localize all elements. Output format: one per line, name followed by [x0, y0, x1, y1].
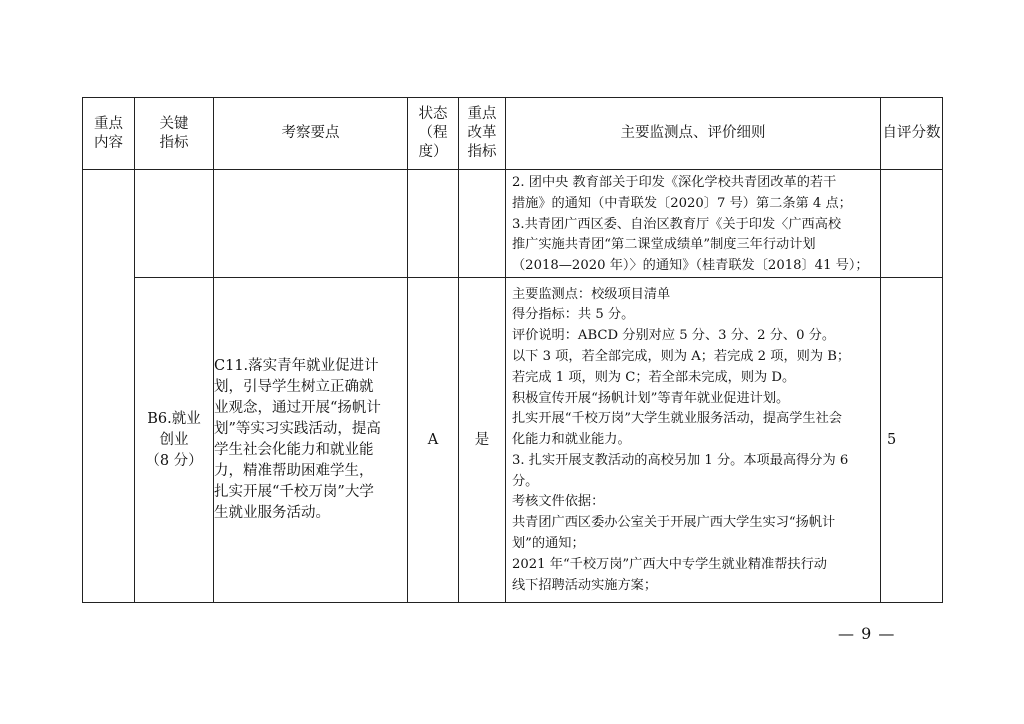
continued-reform-cell	[459, 170, 506, 278]
header-key-content-line: 内容	[94, 134, 123, 151]
continued-row	[83, 170, 943, 278]
monitoring-line: 评价说明：ABCD 分别对应 5 分、3 分、2 分、0 分。	[512, 328, 836, 344]
header-key-indicator-line: 指标	[159, 134, 189, 151]
points-line: 生就业服务活动。	[214, 505, 330, 521]
monitoring-line: 积极宣传开展“扬帆计划”等青年就业促进计划。	[512, 390, 790, 406]
monitoring-line: 若完成 1 项，则为 C；若全部未完成，则为 D。	[512, 369, 796, 385]
monitoring-line: 推广实施共青团“第二课堂成绩单”制度三年行动计划	[512, 237, 816, 253]
points-line: 划”等实习实践活动，提高	[214, 421, 381, 437]
monitoring-line: 分。	[512, 473, 539, 489]
b6-indicator-cell	[135, 278, 214, 603]
monitoring-line: 考核文件依据：	[512, 494, 605, 510]
monitoring-line: 化能力和就业能力。	[512, 432, 631, 448]
header-inspection-points: 考察要点	[214, 98, 408, 170]
header-monitoring: 主要监测点、评价细则	[506, 98, 881, 170]
header-self-score: 自评分数	[881, 98, 943, 170]
key-content-cell	[83, 170, 135, 603]
b6-points-cell	[214, 278, 408, 603]
monitoring-line: 得分指标：共 5 分。	[512, 307, 635, 323]
header-reform-line: 重点	[467, 106, 497, 122]
continued-score-cell	[881, 170, 943, 278]
continued-status-cell	[408, 170, 459, 278]
continued-monitoring-cell	[506, 170, 881, 278]
evaluation-table	[82, 97, 943, 603]
header-reform-line: 改革	[467, 125, 497, 141]
monitoring-line: 扎实开展“千校万岗”大学生就业服务活动，提高学生社会	[512, 411, 842, 427]
b6-row	[83, 278, 943, 603]
b6-monitoring-text	[506, 284, 880, 597]
header-key-content	[83, 98, 135, 170]
points-line: C11.落实青年就业促进计	[214, 358, 379, 374]
b6-monitoring-cell	[506, 278, 881, 603]
monitoring-line: 共青团广西区委办公室关于开展广西大学生实习“扬帆计	[512, 515, 836, 531]
points-line: 力，精准帮助困难学生，	[214, 463, 374, 479]
continued-monitoring-text	[506, 170, 880, 277]
monitoring-line: 措施》的通知（中青联发〔2020〕7 号）第二条第 4 点；	[512, 195, 852, 211]
b6-score-cell: 5	[881, 278, 943, 603]
points-line: 学生社会化能力和就业能	[214, 442, 374, 458]
b6-indicator-line: （8 分）	[145, 452, 203, 469]
monitoring-line: 划”的通知；	[512, 536, 585, 552]
b6-indicator-line: B6.就业	[147, 410, 201, 427]
points-line: 划，引导学生树立正确就	[214, 379, 374, 395]
header-reform-line: 指标	[467, 144, 497, 160]
monitoring-line: 2021 年“千校万岗”广西大中专学生就业精准帮扶行动	[512, 556, 827, 572]
monitoring-line: 线下招聘活动实施方案；	[512, 577, 658, 593]
b6-indicator-line: 创业	[159, 431, 189, 448]
monitoring-line: 主要监测点：校级项目清单	[512, 286, 671, 302]
header-status	[408, 98, 459, 170]
monitoring-line: 2. 团中央 教育部关于印发《深化学校共青团改革的若干	[512, 175, 837, 190]
page-number: — 9 —	[838, 624, 896, 643]
header-key-indicator-line: 关键	[159, 115, 189, 132]
b6-reform-cell: 是	[459, 278, 506, 603]
header-row	[83, 98, 943, 170]
header-reform-indicator	[459, 98, 506, 170]
points-line: 业观念，通过开展“扬帆计	[214, 400, 381, 416]
header-status-line: 状态	[418, 106, 448, 122]
points-line: 扎实开展“千校万岗”大学	[214, 484, 374, 500]
monitoring-line: 以下 3 项，若全部完成，则为 A；若完成 2 项，则为 B；	[512, 348, 851, 364]
header-key-content-line: 重点	[94, 115, 123, 132]
header-status-line: （程度）	[418, 125, 448, 160]
continued-indicator-cell	[135, 170, 214, 278]
monitoring-line: 3.共青团广西区委、自治区教育厅《关于印发〈广西高校	[512, 216, 842, 232]
monitoring-line: （2018—2020 年）〉的通知》（桂青联发〔2018〕41 号）；	[512, 258, 869, 274]
header-key-indicator	[135, 98, 214, 170]
continued-points-cell	[214, 170, 408, 278]
monitoring-line: 3. 扎实开展支教活动的高校另加 1 分。本项最高得分为 6	[512, 452, 849, 468]
b6-status-cell: A	[408, 278, 459, 603]
